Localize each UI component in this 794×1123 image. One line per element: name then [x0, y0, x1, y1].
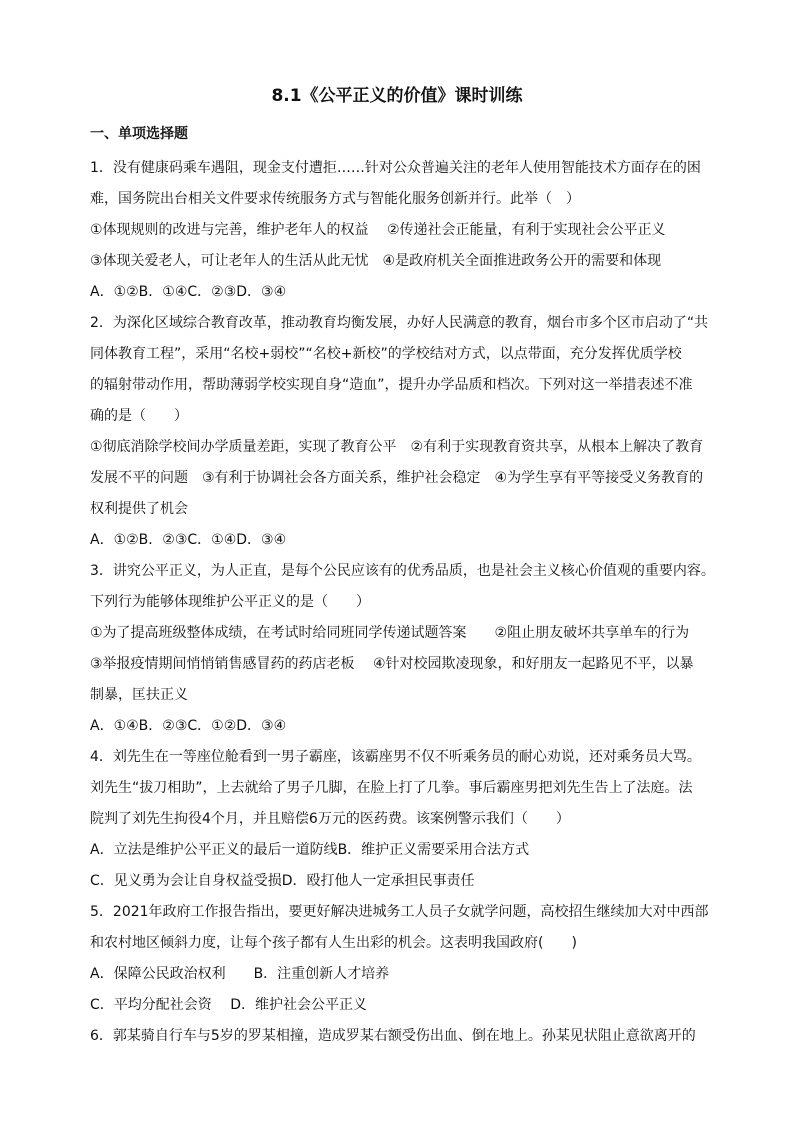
text-line: ①体现规则的改进与完善，维护老年人的权益 ②传递社会正能量，有利于实现社会公平正义	[90, 222, 666, 238]
text-line: 4．刘先生在一等座位舱看到一男子霸座，该霸座男不仅不听乘务员的耐心劝说，还对乘务员大骂。	[90, 749, 701, 765]
text-line: ①彻底消除学校间办学质量差距，实现了教育公平 ②有利于实现教育资共享，从根本上解决了教育	[90, 439, 704, 455]
text-line: 院判了刘先生拘役4个月，并且赔偿6万元的医药费。该案例警示我们（ ）	[90, 811, 570, 827]
text-line: 刘先生“拔刀相助”，上去就给了男子几脚，在脸上打了几拳。事后霸座男把刘先生告上了法庭。法	[90, 780, 693, 796]
section-heading: 一、单项选择题	[90, 126, 188, 142]
answer-options: A．①②B．②③C．①④D．③④	[90, 532, 287, 548]
answer-options: C．见义勇为会让自身权益受损D．殴打他人一定承担民事责任	[90, 873, 475, 889]
text-line: 6．郭某骑自行车与5岁的罗某相撞，造成罗某右额受伤出血、倒在地上。孙某见状阻止意欲离开的	[90, 1028, 696, 1044]
text-line: 和农村地区倾斜力度，让每个孩子都有人生出彩的机会。这表明我国政府( )	[90, 935, 577, 951]
text-line: 1．没有健康码乘车遇阻，现金支付遭拒……针对公众普遍关注的老年人使用智能技术方面存在的困	[90, 160, 701, 176]
answer-options: C．平均分配社会资 D．维护社会公平正义	[90, 997, 368, 1013]
text-line: ①为了提高班级整体成绩，在考试时给同班同学传递试题答案 ②阻止朋友破坏共享单车的行为	[90, 625, 690, 641]
text-line: 2．为深化区域综合教育改革，推动教育均衡发展，办好人民满意的教育，烟台市多个区市启动了“共	[90, 315, 709, 331]
answer-options: A．①④B．②③C．①②D．③④	[90, 718, 287, 734]
text-line: 的辐射带动作用，帮助薄弱学校实现自身“造血”，提升办学品质和档次。下列对这一举措表述不准	[90, 377, 693, 393]
text-line: 权利提供了机会	[90, 501, 188, 517]
text-line: 3．讲究公平正义，为人正直，是每个公民应该有的优秀品质，也是社会主义核心价值观的重要内容。	[90, 563, 715, 579]
text-line: ③举报疫情期间悄悄销售感冒药的药店老板 ④针对校园欺凌现象，和好朋友一起路见不平，以暴	[90, 656, 694, 672]
text-line: 5．2021年政府工作报告指出，要更好解决进城务工人员子女就学问题，高校招生继续加大对中西部	[90, 904, 709, 920]
answer-options: A．①②B．①④C．②③D．③④	[90, 284, 287, 300]
text-line: 同体教育工程”，采用“名校+弱校”“名校+新校”的学校结对方式，以点带面，充分发挥优质学校	[90, 346, 682, 362]
text-line: 下列行为能够体现维护公平正义的是（ ）	[90, 594, 370, 610]
text-line: 难，国务院出台相关文件要求传统服务方式与智能化服务创新并行。此举（ ）	[90, 191, 580, 207]
answer-options: A．立法是维护公平正义的最后一道防线B．维护正义需要采用合法方式	[90, 842, 530, 858]
text-line: 确的是（ ）	[90, 408, 188, 424]
text-line: 制暴，匡扶正义	[90, 687, 188, 703]
text-line: 发展不平的问题 ③有利于协调社会各方面关系，维护社会稳定 ④为学生享有平等接受义务教育的	[90, 470, 704, 486]
text-line: ③体现关爱老人，可让老年人的生活从此无忧 ④是政府机关全面推进政务公开的需要和体现	[90, 253, 662, 269]
page-title: 8.1《公平正义的价值》课时训练	[271, 86, 523, 106]
answer-options: A．保障公民政治权利 B．注重创新人才培养	[90, 966, 390, 982]
